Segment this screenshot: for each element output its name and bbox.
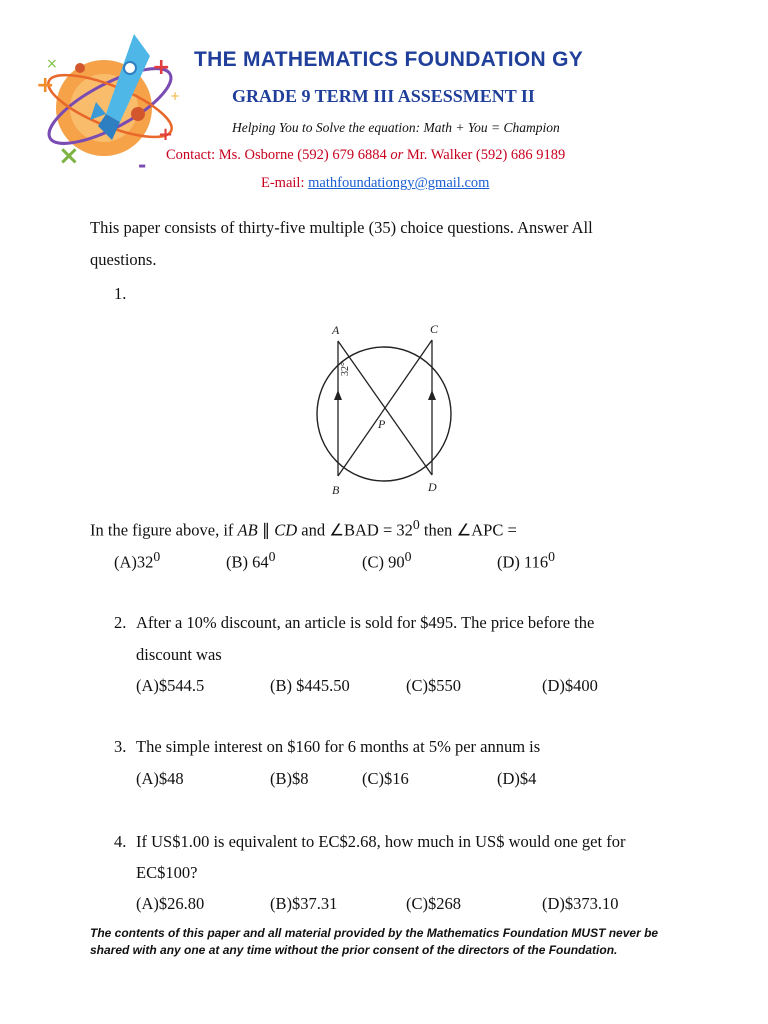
organization-name: THE MATHEMATICS FOUNDATION GY [194,48,584,71]
q3-option-b[interactable]: (B)$8 [270,769,309,788]
q1-stem-a: In the figure above, if [90,520,234,540]
q1-stem-apc: ∠APC = [456,520,517,540]
q1-option-a-label: (A)32 [114,552,154,572]
contact-osborne: Contact: Ms. Osborne (592) 679 6884 [166,147,387,163]
question-4-line-1: If US$1.00 is equivalent to EC$2.68, how much in US$ would one get for [136,832,626,851]
contact-walker: Mr. Walker (592) 686 9189 [406,147,566,163]
contact-line [166,147,565,164]
q1-stem-cd: CD [274,520,298,540]
question-3-number: 3. [114,737,127,756]
svg-text:×: × [46,56,58,72]
q4-option-a[interactable]: (A)$26.80 [136,894,205,913]
q1-option-b-degree: 0 [268,549,276,564]
q2-option-d[interactable]: (D)$400 [542,676,598,695]
question-1-stem [90,517,517,541]
label-d: D [428,480,437,494]
q1-stem-then: then [423,520,453,540]
contact-or: or [390,147,404,163]
q2-option-b[interactable]: (B) $445.50 [270,676,350,695]
q1-stem-and: and [301,520,326,540]
email-line [261,175,489,192]
tagline: Helping You to Solve the equation: Math + You = Champion [232,120,560,135]
svg-text:×: × [58,141,80,171]
q1-option-b-label: (B) 64 [226,552,269,572]
question-2-line-1: After a 10% discount, an article is sold for $495. The price before the [136,613,595,632]
svg-text:+: + [152,55,171,80]
label-p: P [378,417,386,431]
q1-option-d-degree: 0 [548,549,556,564]
footer-line-2: shared with any one at any time without the prior consent of the directors of the Foundation. [90,943,618,957]
q1-stem-ab: AB [237,520,258,540]
q1-option-b[interactable] [226,549,276,573]
svg-text:+: + [170,89,181,103]
label-c: C [430,322,439,336]
q2-option-a[interactable]: (A)$544.5 [136,676,205,695]
q1-stem-bad: ∠BAD = 32 [329,520,413,540]
q1-option-a[interactable] [114,549,160,573]
label-b: B [332,483,340,497]
q4-option-b[interactable]: (B)$37.31 [270,894,338,913]
q3-option-d[interactable]: (D)$4 [497,769,537,788]
intro-line-1: This paper consists of thirty-five multiple (35) choice questions. Answer All [90,218,593,237]
question-1-number: 1. [114,284,127,303]
q1-option-d-label: (D) 116 [497,552,549,572]
confidentiality-notice [90,925,690,959]
label-a: A [332,323,340,337]
intro-line-2: questions. [90,250,157,269]
question-3-line-1: The simple interest on $160 for 6 months at 5% per annum is [136,737,541,756]
q1-option-d[interactable] [497,549,555,573]
svg-text:-: - [138,153,147,177]
arrow-ab [334,390,342,400]
q1-stem-degree: 0 [412,517,420,532]
question-4-line-2: EC$100? [136,863,198,882]
email-link[interactable]: mathfoundationgy@gmail.com [308,175,490,191]
footer-line-1: The contents of this paper and all material provided by the Mathematics Foundation MUST never be [90,926,659,940]
q1-option-c[interactable] [362,549,412,573]
question-2-line-2: discount was [136,645,222,664]
q3-option-a[interactable]: (A)$48 [136,769,184,788]
q1-stem-parallel: ∥ [257,520,275,540]
assessment-title: GRADE 9 TERM III ASSESSMENT II [232,86,535,106]
q1-option-a-degree: 0 [153,549,161,564]
circle [317,347,451,481]
q1-option-c-degree: 0 [404,549,412,564]
svg-text:+: + [158,124,174,145]
q4-option-c[interactable]: (C)$268 [406,894,461,913]
email-label: E-mail: [261,175,305,191]
question-2-number: 2. [114,613,127,632]
angle-label: 32° [340,362,351,376]
arrow-cd [428,390,436,400]
q4-option-d[interactable]: (D)$373.10 [542,894,619,913]
q1-option-c-label: (C) 90 [362,552,405,572]
q2-option-c[interactable]: (C)$550 [406,676,461,695]
q3-option-c[interactable]: (C)$16 [362,769,409,788]
circle-figure [296,318,476,500]
svg-text:+: + [36,73,55,98]
question-4-number: 4. [114,832,127,851]
